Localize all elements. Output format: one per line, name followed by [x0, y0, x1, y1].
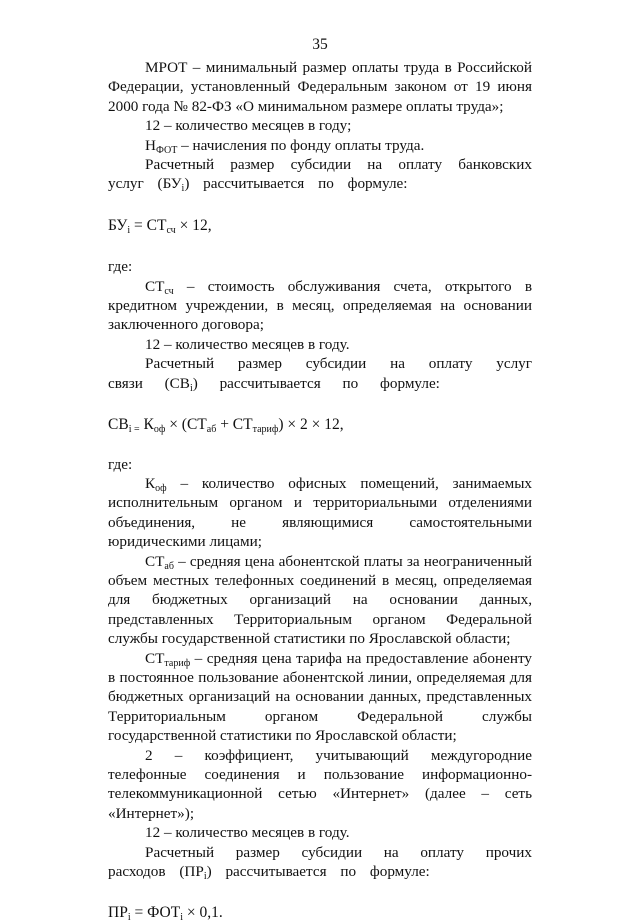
formula-part: ПР	[108, 904, 128, 922]
paragraph-nfot-definition	[108, 136, 532, 155]
definition-text: – средняя цена абонентской платы за неограниченный объем местных телефонных соединений в месяц, определяемая для бюджетных организаций на основании данных, представленных Территориальным органом Федеральной службы государственной статистики по Ярославской области;	[108, 552, 532, 648]
where-label-2: где:	[108, 455, 133, 473]
subscript: i	[127, 912, 131, 923]
formula-part: БУ	[108, 216, 128, 234]
paragraph-other-subsidy-intro	[108, 843, 532, 882]
definition-text: – количество офисных помещений, занимаемых исполнительным органом и территориальными отделениями объединения, не являющимися самостоятельными юридическими лицами;	[108, 474, 532, 551]
subscript: аб	[164, 560, 174, 572]
formula-part: К	[139, 416, 154, 434]
paragraph-coefficient-2: 2 – коэффициент, учитывающий междугородние телефонные соединения и пользование информационно-телекоммуникационной сетью «Интернет» (далее – сеть «Интернет»);	[108, 746, 532, 822]
subscript: тариф	[164, 657, 191, 669]
paragraph-stsch-definition	[108, 277, 532, 335]
var-k: К	[145, 474, 156, 492]
paragraph-months-2: 12 – количество месяцев в году.	[145, 335, 350, 353]
subscript: оф	[153, 424, 166, 436]
paragraph-months-3: 12 – количество месяцев в году.	[145, 824, 350, 842]
var-st: СТ	[145, 277, 165, 295]
subscript: i =	[128, 424, 140, 436]
subscript: ФОТ	[155, 144, 178, 156]
paragraph-months: 12 – количество месяцев в году;	[145, 117, 352, 135]
definition-text: – средняя цена тарифа на предоставление абоненту в постоянное пользование абонентской линии, определяемая для бюджетных организаций на основании данных, представленных Территориальным органом Федеральной службы государственной статистики по Ярославской области;	[108, 649, 532, 745]
subscript: тариф	[252, 424, 279, 436]
formula-part: ) × 2 × 12,	[278, 416, 344, 434]
subscript: i	[180, 912, 183, 923]
subscript: сч	[164, 285, 174, 297]
where-label: где:	[108, 258, 133, 276]
document-body	[108, 58, 532, 923]
formula-bank-services	[108, 216, 532, 235]
subscript: аб	[206, 424, 217, 436]
paragraph-sttarif-definition	[108, 649, 532, 746]
formula-part: = ФОТ	[130, 904, 181, 922]
var-st: СТ	[145, 552, 165, 570]
intro-text-end: ) рассчитывается по формуле:	[206, 863, 430, 881]
definition-text: – начисления по фонду оплаты труда.	[177, 136, 425, 154]
subscript: i	[189, 382, 193, 394]
formula-part: + СТ	[216, 416, 253, 434]
page-number: 35	[312, 36, 328, 53]
paragraph-kof-definition	[108, 474, 532, 552]
formula-part: × 12,	[175, 216, 212, 234]
paragraph-bank-subsidy-intro	[108, 155, 532, 194]
paragraph-mrot-definition: МРОТ – минимальный размер оплаты труда в Российской Федерации, установленный Федеральным законом от 19 июня 2000 года № 82-ФЗ «О минимальном размере оплаты труда»;	[108, 59, 532, 115]
intro-text-end: ) рассчитывается по формуле:	[184, 175, 408, 193]
formula-part: × 0,1.	[182, 904, 223, 922]
subscript: i	[181, 183, 185, 195]
formula-part: СВ	[108, 416, 129, 434]
formula-part: = СТ	[130, 216, 167, 234]
intro-text: Расчетный размер субсидии на оплату прочих расходов (ПР	[108, 843, 532, 881]
formula-part: × (СТ	[165, 416, 207, 434]
paragraph-stab-definition	[108, 552, 532, 649]
subscript: оф	[155, 482, 167, 494]
intro-text: Расчетный размер субсидии на оплату услуг связи (СВ	[108, 355, 532, 392]
subscript: i	[203, 871, 207, 883]
var-st: СТ	[145, 649, 165, 667]
var-n: Н	[145, 136, 156, 154]
subscript: сч	[166, 224, 176, 236]
subscript: i	[127, 224, 131, 236]
intro-text: Расчетный размер субсидии на оплату банковских услуг (БУ	[108, 156, 532, 193]
paragraph-communication-subsidy-intro	[108, 354, 532, 393]
intro-text-end: ) рассчитывается по формуле:	[192, 374, 440, 392]
formula-communication-services	[108, 415, 532, 434]
formula-other-expenses	[108, 903, 532, 922]
definition-text: – стоимость обслуживания счета, открытого в кредитном учреждении, в месяц, определяемая на основании заключенного договора;	[108, 277, 532, 334]
